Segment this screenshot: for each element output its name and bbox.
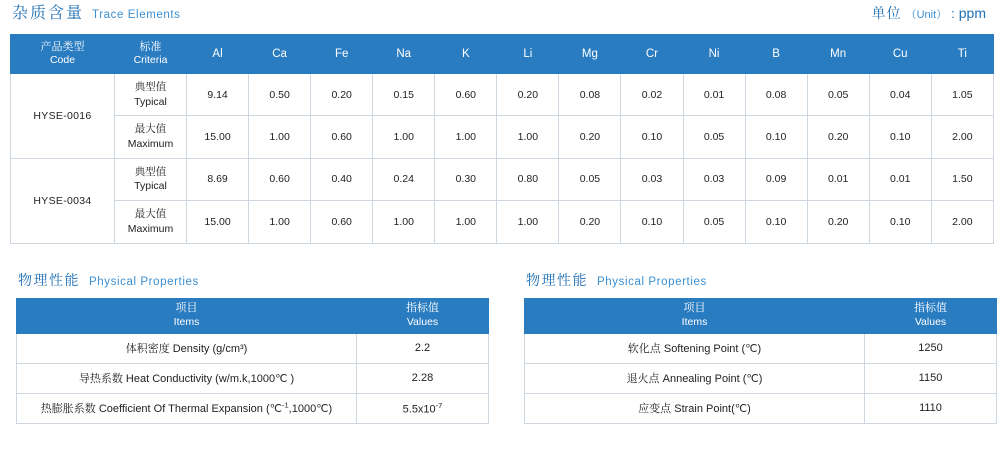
- table-row: [11, 201, 994, 243]
- criteria-cell: 最大值 Maximum: [115, 116, 187, 158]
- col-values: 指标值 Values: [357, 298, 489, 333]
- table-row: [525, 363, 997, 393]
- table-row: [525, 333, 997, 363]
- panel-title-left: [16, 270, 488, 290]
- col-li: Li: [497, 35, 559, 74]
- property-name: 导热系数 Heat Conductivity (w/m.k,1000℃ ): [17, 363, 357, 393]
- cell-al: 8.69: [187, 158, 249, 200]
- cell-li: 0.80: [497, 158, 559, 200]
- properties-table-left: [16, 298, 489, 424]
- cell-al: 9.14: [187, 74, 249, 116]
- cell-mg: 0.20: [559, 201, 621, 243]
- physical-properties-panel-right: [524, 270, 996, 424]
- cell-al: 15.00: [187, 116, 249, 158]
- cell-cr: 0.10: [621, 116, 683, 158]
- trace-elements-table: [10, 34, 994, 244]
- cell-ca: 1.00: [249, 201, 311, 243]
- unit-label-cn: 单位: [871, 5, 902, 21]
- col-criteria: 标准 Criteria: [115, 35, 187, 74]
- col-mn: Mn: [807, 35, 869, 74]
- page-title-en: Trace Elements: [92, 9, 181, 21]
- property-value: 2.28: [357, 363, 489, 393]
- col-b: B: [745, 35, 807, 74]
- col-ti: Ti: [931, 35, 993, 74]
- col-ca: Ca: [249, 35, 311, 74]
- criteria-cell: 典型值 Typical: [115, 74, 187, 116]
- cell-cu: 0.04: [869, 74, 931, 116]
- cell-ca: 0.60: [249, 158, 311, 200]
- unit-value: ppm: [958, 5, 986, 21]
- unit-colon: :: [951, 6, 955, 21]
- col-k: K: [435, 35, 497, 74]
- cell-na: 1.00: [373, 201, 435, 243]
- cell-b: 0.09: [745, 158, 807, 200]
- table-row: [525, 393, 997, 423]
- cell-al: 15.00: [187, 201, 249, 243]
- property-value: 2.2: [357, 333, 489, 363]
- cell-fe: 0.60: [311, 116, 373, 158]
- cell-fe: 0.40: [311, 158, 373, 200]
- cell-ni: 0.03: [683, 158, 745, 200]
- cell-ni: 0.05: [683, 201, 745, 243]
- page-title-cn: 杂质含量: [12, 5, 85, 22]
- panel-title-cn: 物理性能: [18, 271, 80, 288]
- col-na: Na: [373, 35, 435, 74]
- table-row: [17, 393, 489, 423]
- property-name: 体积密度 Density (g/cm³): [17, 333, 357, 363]
- properties-table-right: [524, 298, 997, 424]
- table-header-row: [525, 298, 997, 333]
- table-row: [17, 363, 489, 393]
- col-items: 项目 Items: [525, 298, 865, 333]
- cell-mn: 0.01: [807, 158, 869, 200]
- cell-cr: 0.03: [621, 158, 683, 200]
- table-row: [11, 116, 994, 158]
- cell-ti: 1.05: [931, 74, 993, 116]
- cell-k: 0.60: [435, 74, 497, 116]
- panel-title-en: Physical Properties: [89, 275, 199, 288]
- table-header-row: [17, 298, 489, 333]
- col-mg: Mg: [559, 35, 621, 74]
- cell-ti: 2.00: [931, 116, 993, 158]
- cell-k: 0.30: [435, 158, 497, 200]
- property-name: 应变点 Strain Point(℃): [525, 393, 865, 423]
- cell-mn: 0.20: [807, 201, 869, 243]
- product-code: HYSE-0016: [11, 74, 115, 159]
- cell-na: 1.00: [373, 116, 435, 158]
- table-row: [17, 333, 489, 363]
- product-code: HYSE-0034: [11, 158, 115, 243]
- cell-cu: 0.10: [869, 201, 931, 243]
- cell-ti: 1.50: [931, 158, 993, 200]
- panel-title-cn: 物理性能: [526, 271, 588, 288]
- col-code: 产品类型 Code: [11, 35, 115, 74]
- unit-group: [872, 3, 986, 23]
- cell-cr: 0.10: [621, 201, 683, 243]
- physical-properties-section: [8, 270, 992, 424]
- col-ni: Ni: [683, 35, 745, 74]
- property-value: 1250: [865, 333, 997, 363]
- cell-li: 1.00: [497, 116, 559, 158]
- cell-ca: 0.50: [249, 74, 311, 116]
- col-fe: Fe: [311, 35, 373, 74]
- col-items: 项目 Items: [17, 298, 357, 333]
- cell-li: 0.20: [497, 74, 559, 116]
- table-header-row: [11, 35, 994, 74]
- table-row: [11, 74, 994, 116]
- cell-mg: 0.05: [559, 158, 621, 200]
- cell-fe: 0.20: [311, 74, 373, 116]
- cell-b: 0.10: [745, 116, 807, 158]
- criteria-cell: 典型值 Typical: [115, 158, 187, 200]
- col-values: 指标值 Values: [865, 298, 997, 333]
- criteria-cell: 最大值 Maximum: [115, 201, 187, 243]
- property-value: 1150: [865, 363, 997, 393]
- cell-na: 0.24: [373, 158, 435, 200]
- cell-mn: 0.20: [807, 116, 869, 158]
- trace-elements-header: [8, 0, 992, 34]
- property-name: 软化点 Softening Point (℃): [525, 333, 865, 363]
- cell-cr: 0.02: [621, 74, 683, 116]
- property-value: 1110: [865, 393, 997, 423]
- panel-title-en: Physical Properties: [597, 275, 707, 288]
- cell-k: 1.00: [435, 201, 497, 243]
- cell-fe: 0.60: [311, 201, 373, 243]
- cell-ni: 0.05: [683, 116, 745, 158]
- panel-title-right: [524, 270, 996, 290]
- cell-k: 1.00: [435, 116, 497, 158]
- property-value: $5.5x10^{-7}$: [357, 393, 489, 423]
- physical-properties-panel-left: [16, 270, 488, 424]
- col-al: Al: [187, 35, 249, 74]
- cell-cu: 0.10: [869, 116, 931, 158]
- cell-mg: 0.20: [559, 116, 621, 158]
- cell-mg: 0.08: [559, 74, 621, 116]
- cell-ca: 1.00: [249, 116, 311, 158]
- cell-b: 0.10: [745, 201, 807, 243]
- col-cr: Cr: [621, 35, 683, 74]
- cell-na: 0.15: [373, 74, 435, 116]
- cell-b: 0.08: [745, 74, 807, 116]
- cell-mn: 0.05: [807, 74, 869, 116]
- col-cu: Cu: [869, 35, 931, 74]
- header-title-group: [12, 0, 181, 23]
- property-name: 退火点 Annealing Point (℃): [525, 363, 865, 393]
- table-row: [11, 158, 994, 200]
- property-name: 热膨胀系数 Coefficient Of Thermal Expansion (℃$^{-1}$,1000℃): [17, 393, 357, 423]
- cell-ni: 0.01: [683, 74, 745, 116]
- cell-li: 1.00: [497, 201, 559, 243]
- unit-label-en: （Unit）: [905, 9, 948, 21]
- cell-ti: 2.00: [931, 201, 993, 243]
- cell-cu: 0.01: [869, 158, 931, 200]
